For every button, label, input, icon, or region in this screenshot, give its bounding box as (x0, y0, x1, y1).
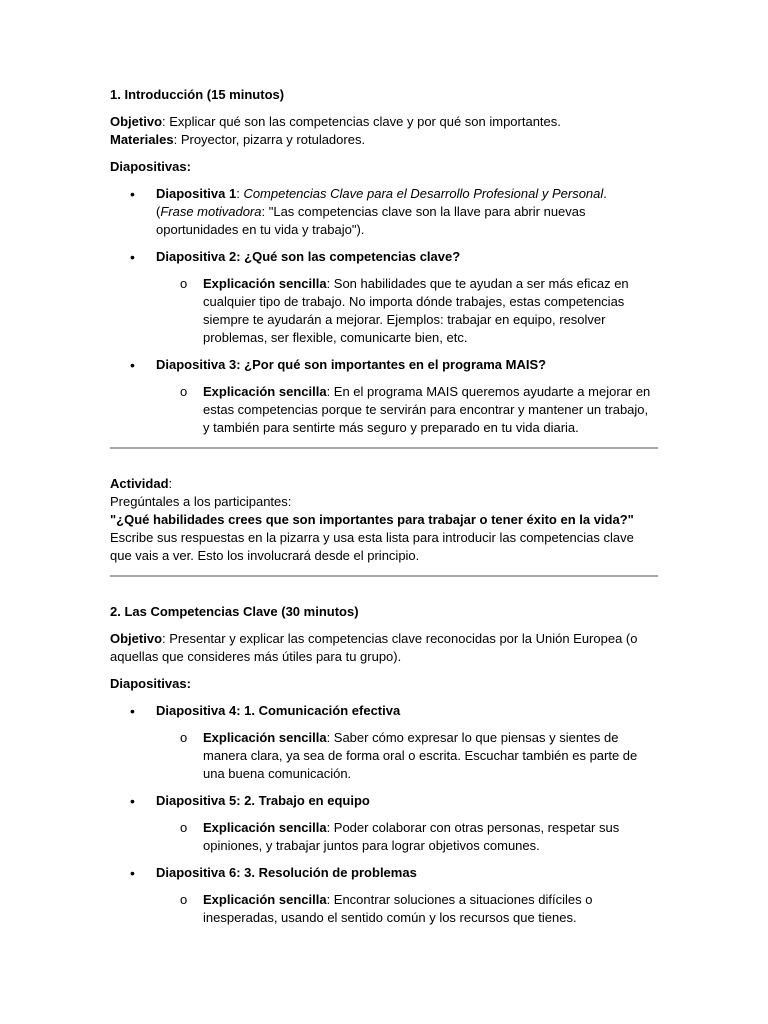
objective-line (110, 630, 658, 666)
list-item (110, 891, 658, 927)
explanation-label: Explicación sencilla (203, 730, 327, 745)
objective-label: Objetivo (110, 114, 163, 129)
slide-label: Diapositiva 6 (156, 865, 237, 880)
explanation-text: : Son habilidades que te ayudan a ser más eficaz en cualquier tipo de trabajo. No importa dónde trabajes, estas competencias siempre te ayudarán a mejorar. Ejemplos: trabajar en equipo, resolver problemas, ser flexible, comunicarte bien, etc. (203, 276, 629, 345)
slides-label: Diapositivas: (110, 159, 191, 174)
explanation-label: Explicación sencilla (203, 892, 327, 907)
paren-open: ( (156, 204, 161, 219)
objective-line (110, 113, 658, 131)
explanation-label: Explicación sencilla (203, 820, 327, 835)
slide-title: : 3. Resolución de problemas (236, 865, 417, 880)
slide-title: : 2. Trabajo en equipo (236, 793, 370, 808)
objective-label: Objetivo (110, 631, 163, 646)
activity-block (110, 475, 658, 565)
slide-title: : ¿Por qué son importantes en el programa MAIS? (236, 357, 547, 372)
objective-block (110, 630, 658, 666)
sub-bullet-marker: o (180, 384, 188, 399)
phrase-text: : "Las competencias clave son la llave para abrir nuevas oportunidades en tu vida y trabajo"). (156, 204, 586, 237)
slides-list (110, 702, 658, 927)
sub-bullet-marker: o (180, 892, 188, 907)
explanation-text: : Encontrar soluciones a situaciones difíciles o inesperadas, usando el sentido común y los recursos que tienes. (203, 892, 593, 925)
list-item (110, 792, 658, 810)
explanation-text: : En el programa MAIS queremos ayudarte a mejorar en estas competencias porque te servirán para encontrar y mantener un trabajo, y también para sentirte más seguro y preparado en tu vida diaria. (203, 384, 651, 435)
list-item (110, 819, 658, 855)
objective-block (110, 113, 658, 149)
list-item (110, 275, 658, 347)
slide-label: Diapositiva 2 (156, 249, 237, 264)
slide-period: . (603, 186, 607, 201)
slide-colon: : (236, 186, 244, 201)
slide-title: Competencias Clave para el Desarrollo Profesional y Personal (243, 186, 604, 201)
slides-label: Diapositivas: (110, 676, 191, 691)
sub-bullet-marker: o (180, 820, 188, 835)
materials-text: : Proyector, pizarra y rotuladores. (173, 132, 366, 147)
slide-title: : 1. Comunicación efectiva (236, 703, 401, 718)
slide-label: Diapositiva 1 (156, 186, 237, 201)
list-item (110, 864, 658, 882)
materials-label: Materiales (110, 132, 174, 147)
phrase-label: Frase motivadora (160, 204, 262, 219)
explanation-label: Explicación sencilla (203, 276, 327, 291)
slides-list (110, 185, 658, 437)
slide-title: : ¿Qué son las competencias clave? (236, 249, 461, 264)
activity-question-text: "¿Qué habilidades crees que son importantes para trabajar o tener éxito en la vida?" (110, 512, 634, 527)
activity-heading (110, 475, 658, 493)
activity-line: Pregúntales a los participantes: (110, 494, 292, 509)
section-heading: 2. Las Competencias Clave (30 minutos) (110, 604, 359, 619)
list-item (110, 356, 658, 374)
activity-colon: : (168, 476, 173, 491)
section-heading: 1. Introducción (15 minutos) (110, 87, 285, 102)
slide-label: Diapositiva 4 (156, 703, 237, 718)
list-item (110, 383, 658, 437)
objective-text: : Explicar qué son las competencias clave y por qué son importantes. (162, 114, 561, 129)
activity-line: Escribe sus respuestas en la pizarra y usa esta lista para introducir las competencias clave que vais a ver. Esto los involucrará desde el principio. (110, 530, 634, 563)
list-item (110, 248, 658, 266)
materials-line (110, 131, 658, 149)
list-item (110, 185, 658, 239)
explanation-text: : Saber cómo expresar lo que piensas y sientes de manera clara, ya sea de forma oral o escrita. Escuchar también es parte de una buena comunicación. (203, 730, 638, 781)
activity-label: Actividad (110, 476, 169, 491)
divider (110, 447, 658, 449)
divider (110, 575, 658, 577)
activity-question (110, 511, 658, 529)
slide-label: Diapositiva 3 (156, 357, 237, 372)
explanation-text: : Poder colaborar con otras personas, respetar sus opiniones, y trabajar juntos para lograr objetivos comunes. (203, 820, 620, 853)
sub-bullet-marker: o (180, 276, 188, 291)
list-item (110, 729, 658, 783)
list-item (110, 702, 658, 720)
sub-bullet-marker: o (180, 730, 188, 745)
objective-text: : Presentar y explicar las competencias clave reconocidas por la Unión Europea (o aquellas que consideres más útiles para tu grupo). (110, 631, 638, 664)
explanation-label: Explicación sencilla (203, 384, 327, 399)
slide-label: Diapositiva 5 (156, 793, 237, 808)
